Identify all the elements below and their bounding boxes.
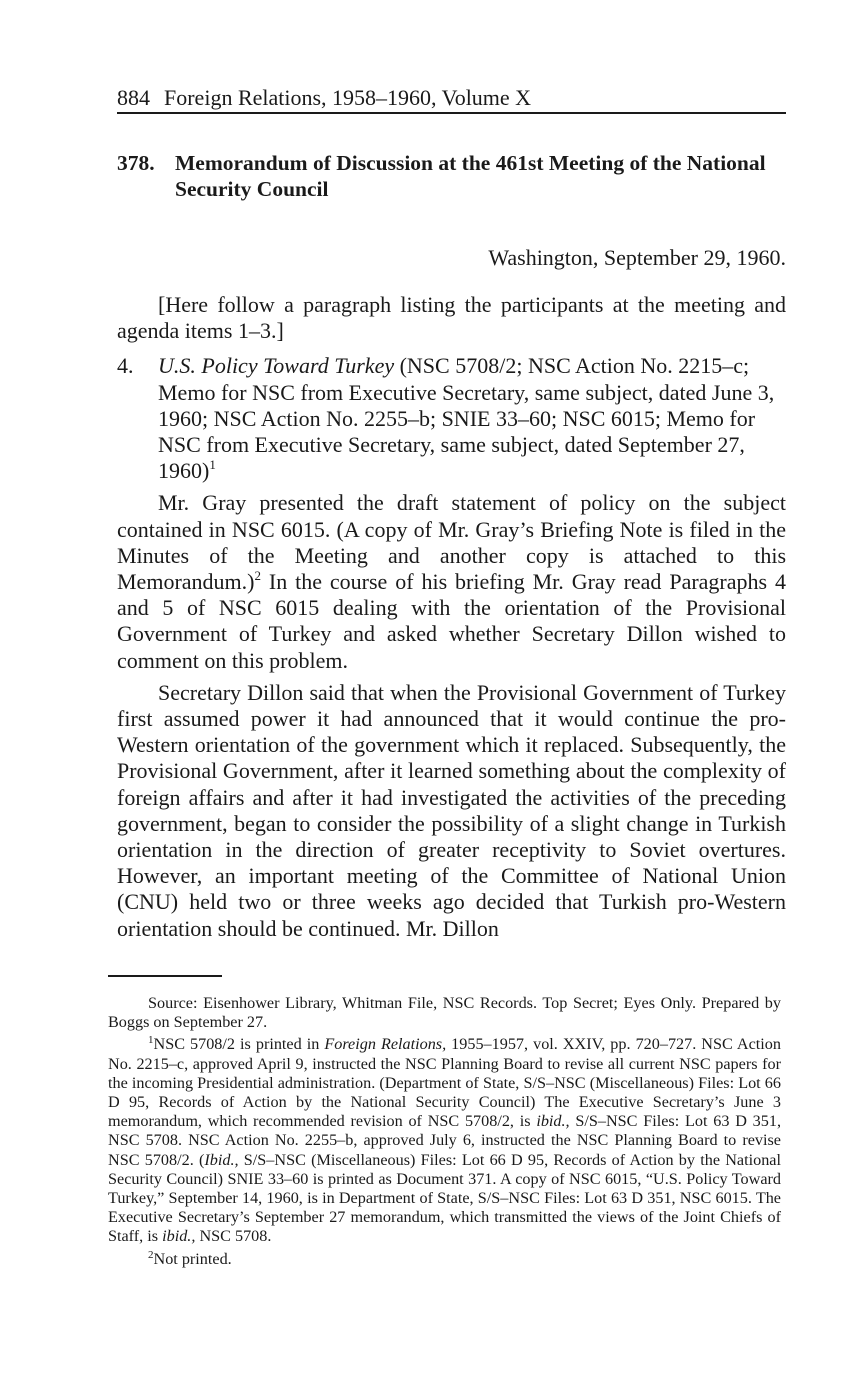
footnote-2 <box>108 1250 781 1269</box>
paragraph-gray-text-1: Mr. Gray presented the draft statement of policy on the subject contained in NSC 6015. (A copy of Mr. Gray’s Briefing Note is filed in the Minutes of the Meeting and another copy is attached to this Memorandum.) <box>117 490 786 595</box>
fn1-text-c: 1955–1957, vol. XXIV, pp. 720–727. NSC Action No. 2215–c, approved April 9, instructed the NSC Planning Board to revise all current NSC papers for the incoming Presidential administration. (Department of State, S/S–NSC (Miscellaneous) Files: Lot 66 D 95, Records of Action by the National Security Council) The Executive Secretary’s June 3 memorandum, which recommended revision of NSC 5708/2, is <box>108 1035 781 1131</box>
fn1-italic-f: Ibid., <box>204 1150 239 1169</box>
paragraph-dillon: Secretary Dillon said that when the Provisional Government of Turkey first assumed power it had announced that it would continue the pro-Western orientation of the government which it replaced. Subsequently, the Provisional Government, after it learned something about the complexity of foreign affairs and after it had investigated the activities of the preceding government, began to consider the possibility of a slight change in Turkish orientation in the direction of greater receptivity to Soviet overtures. However, an important meeting of the Committee of National Union (CNU) held two or three weeks ago decided that Turkish pro-Western orientation should be continued. Mr. Dillon <box>117 679 786 941</box>
fn1-italic-d: ibid., <box>536 1112 570 1131</box>
fn1-text-i: NSC 5708. <box>195 1227 272 1246</box>
agenda-item <box>117 353 786 484</box>
footnote-2-text: Not printed. <box>153 1249 232 1268</box>
footnote-1 <box>108 1035 781 1246</box>
agenda-item-topic: U.S. Policy Toward Turkey <box>158 353 395 379</box>
editorial-note: [Here follow a paragraph listing the participants at the meeting and agenda items 1–3.] <box>117 292 786 344</box>
fn1-text-a: NSC 5708/2 is printed in <box>153 1035 325 1054</box>
source-note: Source: Eisenhower Library, Whitman File, NSC Records. Top Secret; Eyes Only. Prepared by Boggs on September 27. <box>108 994 781 1032</box>
paragraph-gray-text-2: In the course of his briefing Mr. Gray read Paragraphs 4 and 5 of NSC 6015 dealing with the orientation of the Provisional Government of Turkey and asked whether Secretary Dillon wished to comment on this problem. <box>117 569 786 673</box>
body-text <box>117 292 786 942</box>
footnotes <box>108 994 781 1269</box>
running-title: Foreign Relations, 1958–1960, Volume X <box>164 85 532 110</box>
footnote-divider <box>108 975 222 977</box>
paragraph-gray <box>117 490 786 673</box>
fn1-text-g: S/S–NSC (Miscellaneous) Files: Lot 66 D 95, Records of Action by the National Security Council) SNIE 33–60 is printed as Document 371. A copy of NSC 6015, “U.S. Policy Toward Turkey,” September 14, 1960, is in Department of State, S/S–NSC Files: Lot 63 D 351, NSC 6015. The Executive Secretary’s September 27 memorandum, which transmitted the views of the Joint Chiefs of Staff, is <box>108 1150 781 1246</box>
footnote-ref-2: 2 <box>254 568 261 584</box>
footnote-2-mark: 2 <box>148 1248 154 1261</box>
agenda-item-number: 4. <box>117 353 134 379</box>
fn1-italic-b: Foreign Relations, <box>324 1035 447 1054</box>
page-number: 884 <box>117 85 150 110</box>
dateline: Washington, September 29, 1960. <box>488 245 786 270</box>
footnote-ref-1: 1 <box>209 457 216 473</box>
running-head <box>117 84 786 114</box>
document-number: 378. <box>117 151 155 175</box>
document-heading <box>117 150 786 202</box>
document-title: Memorandum of Discussion at the 461st Meeting of the National Security Council <box>175 151 766 201</box>
agenda-item-text: (NSC 5708/2; NSC Action No. 2215–c; Memo for NSC from Executive Secretary, same subject, dated June 3, 1960; NSC Action No. 2255–b; SNIE 33–60; NSC 6015; Memo for NSC from Executive Secretary, same subject, dated September 27, 1960) <box>158 353 775 484</box>
footnote-1-mark: 1 <box>148 1034 154 1047</box>
fn1-italic-h: ibid., <box>162 1227 196 1246</box>
fn1-text-e: S/S–NSC Files: Lot 63 D 351, NSC 5708. NSC Action No. 2255–b, approved July 6, instructed the NSC Planning Board to revise NSC 5708/2. ( <box>108 1112 781 1169</box>
